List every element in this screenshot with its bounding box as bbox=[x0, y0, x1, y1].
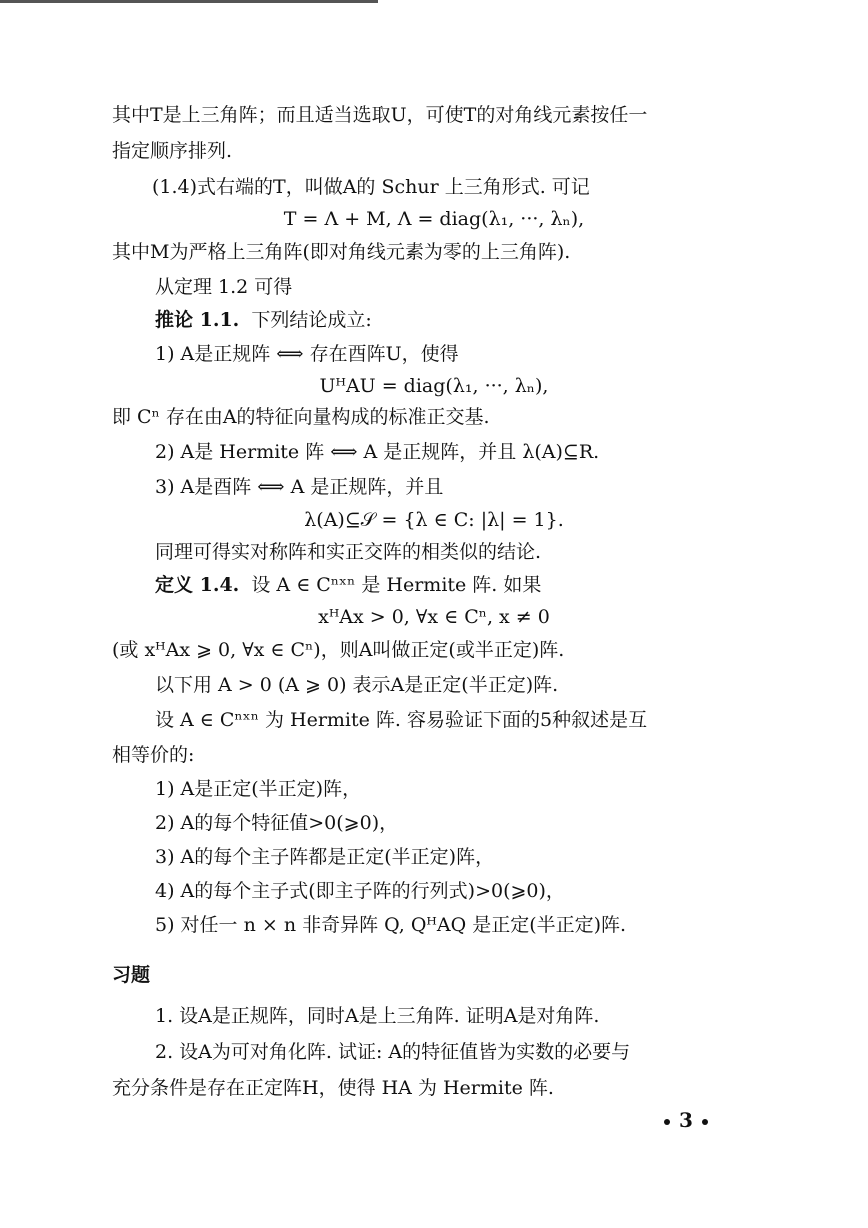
text-line: 1) A是正规阵 ⟺ 存在酉阵U，使得 bbox=[155, 343, 459, 365]
bullet-dot bbox=[702, 1119, 708, 1125]
formula-line: xᴴAx > 0, ∀x ∈ Cⁿ, x ≠ 0 bbox=[318, 606, 550, 628]
page-number bbox=[655, 1108, 717, 1132]
exercise-item: 2. 设A为可对角化阵. 试证: A的特征值皆为实数的必要与 bbox=[155, 1041, 631, 1063]
formula-line: T = Λ + M, Λ = diag(λ₁, ···, λₙ), bbox=[283, 208, 585, 230]
text-line: 同理可得实对称阵和实正交阵的相类似的结论. bbox=[155, 541, 542, 563]
page-number-value: 3 bbox=[679, 1108, 693, 1132]
definition-text: 设 A ∈ Cⁿˣⁿ 是 Hermite 阵. 如果 bbox=[251, 574, 542, 596]
corollary-text: 下列结论成立: bbox=[251, 309, 372, 331]
list-item: 2) A的每个特征值>0(⩾0)， bbox=[155, 812, 399, 834]
text-line: 即 Cⁿ 存在由A的特征向量构成的标准正交基. bbox=[112, 406, 490, 428]
formula-line: UᴴAU = diag(λ₁, ···, λₙ), bbox=[319, 375, 549, 397]
text-line: (或 xᴴAx ⩾ 0, ∀x ∈ Cⁿ)，则A叫做正定(或半正定)阵. bbox=[112, 639, 565, 661]
exercise-item: 1. 设A是正规阵，同时A是上三角阵. 证明A是对角阵. bbox=[155, 1005, 600, 1027]
text-line: 其中M为严格上三角阵(即对角线元素为零的上三角阵). bbox=[112, 241, 571, 263]
text-line: (1.4)式右端的T，叫做A的 Schur 上三角形式. 可记 bbox=[152, 176, 590, 198]
list-item: 5) 对任一 n × n 非奇异阵 Q, QᴴAQ 是正定(半正定)阵. bbox=[155, 914, 627, 936]
exercise-item: 充分条件是存在正定阵H，使得 HA 为 Hermite 阵. bbox=[112, 1077, 554, 1099]
definition-line bbox=[155, 573, 541, 597]
list-item: 1) A是正定(半正定)阵， bbox=[155, 778, 362, 800]
corollary-line bbox=[155, 308, 372, 332]
text-line: 指定顺序排列. bbox=[112, 140, 233, 162]
text-line: 其中T是上三角阵；而且适当选取U，可使T的对角线元素按任一 bbox=[112, 104, 648, 126]
text-line: 相等价的: bbox=[112, 744, 195, 766]
text-line: 2) A是 Hermite 阵 ⟺ A 是正规阵，并且 λ(A)⊆R. bbox=[155, 441, 600, 463]
list-item: 4) A的每个主子式(即主子阵的行列式)>0(⩾0)， bbox=[155, 880, 565, 902]
text-line: 从定理 1.2 可得 bbox=[155, 276, 293, 298]
corollary-label: 推论 1.1. bbox=[155, 309, 240, 331]
definition-label: 定义 1.4. bbox=[155, 574, 240, 596]
exercises-heading: 习题 bbox=[112, 964, 151, 986]
formula-line: λ(A)⊆𝒮 = {λ ∈ C: |λ| = 1}. bbox=[304, 509, 564, 531]
text-line: 设 A ∈ Cⁿˣⁿ 为 Hermite 阵. 容易验证下面的5种叙述是互 bbox=[155, 709, 648, 731]
top-rule bbox=[0, 0, 378, 3]
text-line: 以下用 A > 0 (A ⩾ 0) 表示A是正定(半正定)阵. bbox=[155, 674, 559, 696]
text-line: 3) A是酉阵 ⟺ A 是正规阵，并且 bbox=[155, 476, 444, 498]
bullet-dot bbox=[664, 1119, 670, 1125]
list-item: 3) A的每个主子阵都是正定(半正定)阵， bbox=[155, 846, 495, 868]
